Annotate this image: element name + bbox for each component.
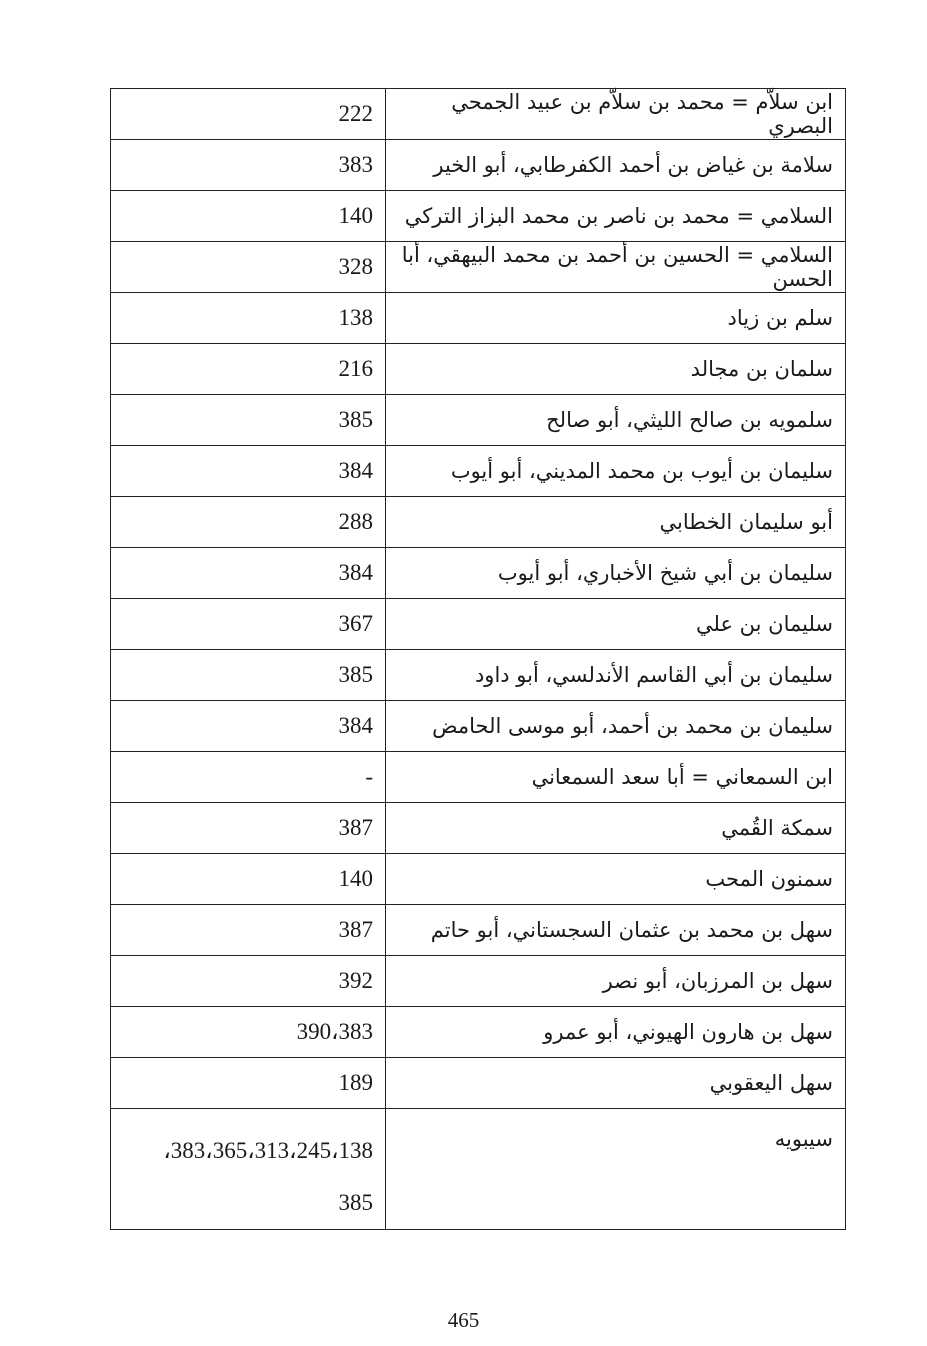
name-cell: ابن السمعاني = أبا سعد السمعاني [386, 752, 846, 803]
pages-line-1: 383،365،313،245،138، [163, 1138, 373, 1163]
pages-cell: 385 [111, 650, 386, 701]
table-row [111, 446, 846, 497]
pages-cell: 390،383 [111, 1007, 386, 1058]
pages-cell: 383 [111, 140, 386, 191]
table-row [111, 599, 846, 650]
page-number: 465 [447, 1308, 480, 1332]
pages-cell: 392 [111, 956, 386, 1007]
table-row [111, 1007, 846, 1058]
pages-cell: 140 [111, 191, 386, 242]
table-row [111, 497, 846, 548]
table-row [111, 803, 846, 854]
name-cell: سلمويه بن صالح الليثي، أبو صالح [386, 395, 846, 446]
pages-cell: 216 [111, 344, 386, 395]
name-cell: أبو سليمان الخطابي [386, 497, 846, 548]
name-cell: سلم بن زياد [386, 293, 846, 344]
pages-cell: 385 [111, 395, 386, 446]
pages-cell: 138 [111, 293, 386, 344]
table-row [111, 650, 846, 701]
table-row [111, 89, 846, 140]
name-cell: سلمان بن مجالد [386, 344, 846, 395]
table-row [111, 752, 846, 803]
name-cell: سليمان بن علي [386, 599, 846, 650]
pages-cell: 384 [111, 701, 386, 752]
name-cell: سمكة القُمي [386, 803, 846, 854]
table-row [111, 293, 846, 344]
index-table [110, 88, 846, 1230]
name-cell: سيبويه [386, 1109, 846, 1230]
pages-cell [111, 1109, 386, 1230]
name-cell: سليمان بن أبي القاسم الأندلسي، أبو داود [386, 650, 846, 701]
table-row [111, 1058, 846, 1109]
name-cell: سهل بن المرزبان، أبو نصر [386, 956, 846, 1007]
table-row [111, 191, 846, 242]
pages-cell: 387 [111, 803, 386, 854]
table-row [111, 905, 846, 956]
pages-cell: 140 [111, 854, 386, 905]
name-cell: سهل بن محمد بن عثمان السجستاني، أبو حاتم [386, 905, 846, 956]
pages-line-2: 385 [338, 1190, 373, 1215]
name-cell: سهل بن هارون الهيوني، أبو عمرو [386, 1007, 846, 1058]
table-row [111, 242, 846, 293]
pages-cell: 387 [111, 905, 386, 956]
name-cell: السلامي = الحسين بن أحمد بن محمد البيهقي، أبا الحسن [386, 242, 846, 293]
pages-cell: 328 [111, 242, 386, 293]
table-row-last [111, 1109, 846, 1230]
pages-cell: - [111, 752, 386, 803]
name-cell: ابن سلاّم = محمد بن سلاّم بن عبيد الجمحي البصري [386, 89, 846, 140]
name-cell: سهل اليعقوبي [386, 1058, 846, 1109]
name-cell: سليمان بن محمد بن أحمد، أبو موسى الحامض [386, 701, 846, 752]
table-row [111, 395, 846, 446]
table-row [111, 548, 846, 599]
table-row [111, 701, 846, 752]
pages-cell: 189 [111, 1058, 386, 1109]
name-cell: سليمان بن أيوب بن محمد المديني، أبو أيوب [386, 446, 846, 497]
name-cell: السلامي = محمد بن ناصر بن محمد البزاز التركي [386, 191, 846, 242]
table-row [111, 854, 846, 905]
pages-cell: 384 [111, 446, 386, 497]
table-row [111, 956, 846, 1007]
name-cell: سليمان بن أبي شيخ الأخباري، أبو أيوب [386, 548, 846, 599]
name-cell: سلامة بن غياض بن أحمد الكفرطابي، أبو الخير [386, 140, 846, 191]
table-row [111, 344, 846, 395]
pages-cell: 222 [111, 89, 386, 140]
pages-cell: 384 [111, 548, 386, 599]
table-row [111, 140, 846, 191]
index-table-body [111, 89, 846, 1230]
pages-cell: 367 [111, 599, 386, 650]
name-cell: سمنون المحب [386, 854, 846, 905]
pages-cell: 288 [111, 497, 386, 548]
